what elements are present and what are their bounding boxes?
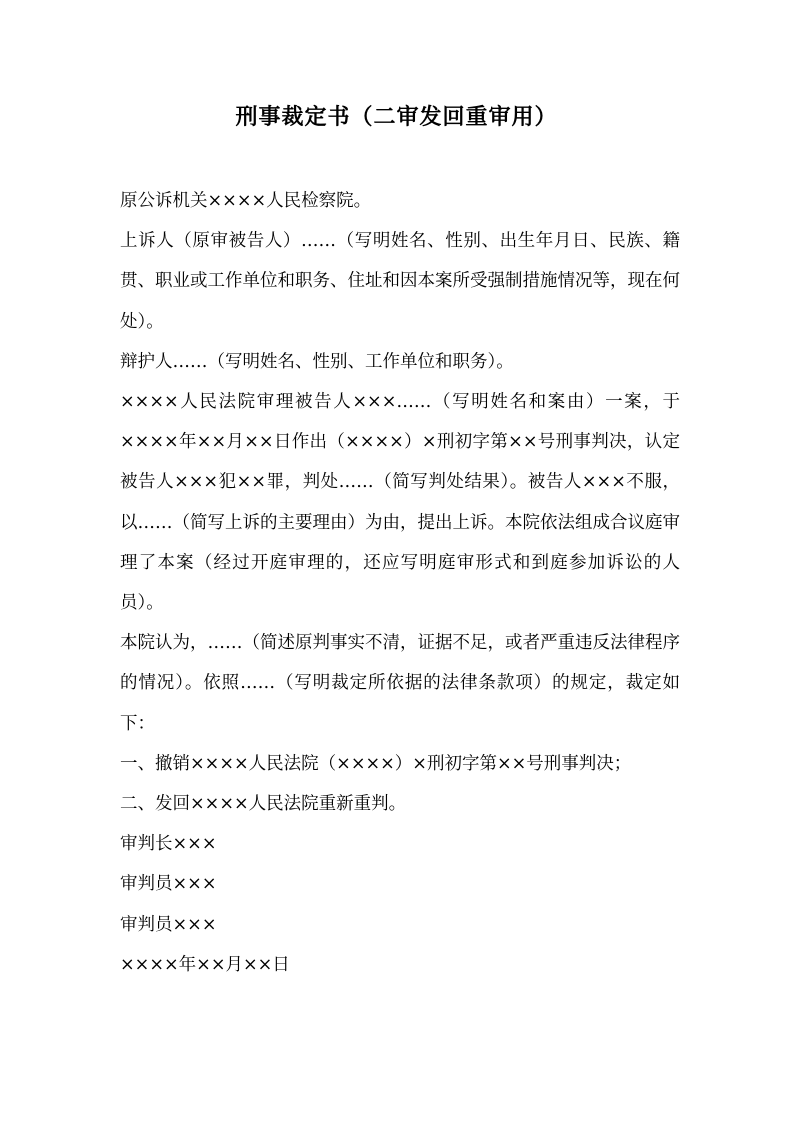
ruling-item-1: 一、撤销××××人民法院（××××）×刑初字第××号刑事判决； — [120, 753, 632, 774]
appellant-paragraph: 上诉人（原审被告人）……（写明姓名、性别、出生年月日、民族、籍贯、职业或工作单位和职务、住址和因本案所受强制措施情况等，现在何处）。 — [120, 231, 680, 332]
document-title: 刑事裁定书（二审发回重审用） — [235, 104, 558, 130]
defender-paragraph: 辩护人……（写明姓名、性别、工作单位和职务）。 — [120, 351, 514, 372]
judge-signature-2: 审判员××× — [120, 914, 217, 935]
judge-signature-1: 审判员××× — [120, 874, 217, 895]
chief-judge-signature: 审判长××× — [120, 834, 217, 855]
document-body — [120, 181, 680, 985]
ruling-date: ××××年××月××日 — [120, 954, 290, 975]
case-history-paragraph: ××××人民法院审理被告人×××……（写明姓名和案由）一案，于××××年××月××日作出（××××）×刑初字第××号刑事判决，认定被告人×××犯××罪，判处……（简写判处结果）。被告人×××不服，以……（简写上诉的主要理由）为由，提出上诉。本院依法组成合议庭审理了本案（经过开庭审理的，还应写明庭审形式和到庭参加诉讼的人员）。 — [120, 392, 680, 614]
ruling-item-2: 二、发回××××人民法院重新重判。 — [120, 794, 407, 815]
court-opinion-paragraph: 本院认为，……（简述原判事实不清，证据不足，或者严重违反法律程序的情况）。依照……（写明裁定所依据的法律条款项）的规定，裁定如下： — [120, 633, 680, 734]
prosecutor-paragraph: 原公诉机关××××人民检察院。 — [120, 191, 372, 211]
